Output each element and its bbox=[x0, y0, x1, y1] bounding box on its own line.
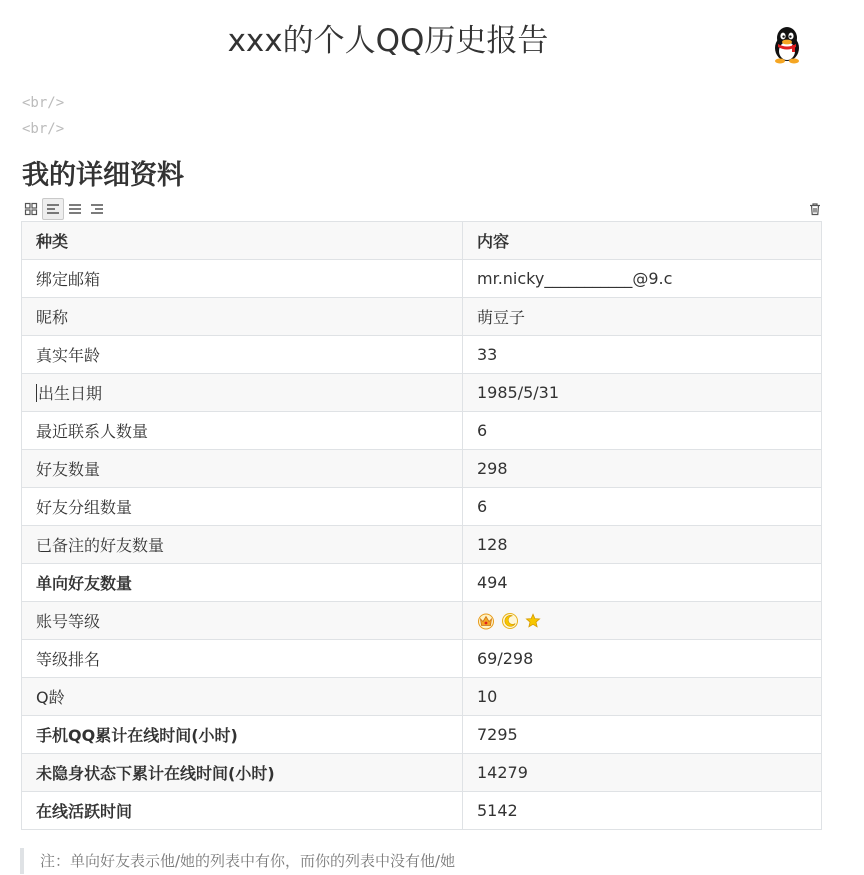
row-value[interactable]: 298 bbox=[463, 450, 822, 488]
qq-penguin-icon bbox=[770, 24, 804, 64]
row-label: 出生日期 bbox=[38, 384, 103, 403]
table-row bbox=[22, 640, 822, 678]
br-tag-text: <br/> bbox=[22, 121, 65, 137]
row-label[interactable]: 好友数量 bbox=[22, 450, 463, 488]
align-left-icon[interactable] bbox=[42, 198, 64, 220]
moon-icon bbox=[501, 612, 519, 630]
row-value[interactable]: 69/298 bbox=[463, 640, 822, 678]
trash-icon[interactable] bbox=[804, 198, 826, 220]
row-label[interactable]: 在线活跃时间 bbox=[22, 792, 463, 830]
table-row bbox=[22, 602, 822, 640]
header-category[interactable]: 种类 bbox=[22, 222, 463, 260]
row-label[interactable]: 等级排名 bbox=[22, 640, 463, 678]
section-heading: 我的详细资料 bbox=[22, 160, 184, 191]
profile-table bbox=[21, 221, 821, 830]
row-label[interactable]: 好友分组数量 bbox=[22, 488, 463, 526]
row-value[interactable]: 14279 bbox=[463, 754, 822, 792]
row-value[interactable]: 7295 bbox=[463, 716, 822, 754]
table-row bbox=[22, 298, 822, 336]
star-icon bbox=[525, 613, 541, 629]
table-header-row bbox=[22, 222, 822, 260]
row-value-level-icons[interactable] bbox=[463, 602, 822, 640]
row-value[interactable]: 1985/5/31 bbox=[463, 374, 822, 412]
table-row bbox=[22, 792, 822, 830]
table-row bbox=[22, 716, 822, 754]
row-label[interactable]: 昵称 bbox=[22, 298, 463, 336]
row-label[interactable]: Q龄 bbox=[22, 678, 463, 716]
document-title: xxx的个人QQ历史报告 bbox=[227, 23, 549, 59]
row-value[interactable]: 10 bbox=[463, 678, 822, 716]
row-value[interactable]: 128 bbox=[463, 526, 822, 564]
row-value[interactable]: 6 bbox=[463, 488, 822, 526]
row-label[interactable]: 已备注的好友数量 bbox=[22, 526, 463, 564]
row-label[interactable]: 未隐身状态下累计在线时间(小时) bbox=[22, 754, 463, 792]
row-value[interactable]: mr.nicky___________@9.c bbox=[463, 260, 822, 298]
table-row bbox=[22, 754, 822, 792]
row-value[interactable]: 萌豆子 bbox=[463, 298, 822, 336]
row-label[interactable]: 单向好友数量 bbox=[22, 564, 463, 602]
row-label[interactable]: 绑定邮箱 bbox=[22, 260, 463, 298]
crown-icon bbox=[477, 612, 495, 630]
table-row bbox=[22, 412, 822, 450]
grid-view-icon[interactable] bbox=[20, 198, 42, 220]
table-toolbar bbox=[20, 198, 822, 220]
table-row bbox=[22, 450, 822, 488]
row-value[interactable]: 494 bbox=[463, 564, 822, 602]
table-row bbox=[22, 564, 822, 602]
row-value[interactable]: 5142 bbox=[463, 792, 822, 830]
table-row bbox=[22, 526, 822, 564]
br-tag-text: <br/> bbox=[22, 95, 65, 111]
account-level-icons bbox=[477, 612, 541, 630]
table-row bbox=[22, 488, 822, 526]
header-content[interactable]: 内容 bbox=[463, 222, 822, 260]
row-label[interactable]: 手机QQ累计在线时间(小时) bbox=[22, 716, 463, 754]
table-row bbox=[22, 678, 822, 716]
table-row bbox=[22, 374, 822, 412]
align-center-icon[interactable] bbox=[64, 198, 86, 220]
table-row bbox=[22, 260, 822, 298]
row-label[interactable]: 真实年龄 bbox=[22, 336, 463, 374]
table-row bbox=[22, 336, 822, 374]
row-label[interactable]: 最近联系人数量 bbox=[22, 412, 463, 450]
row-label-with-cursor[interactable] bbox=[22, 374, 463, 412]
align-right-icon[interactable] bbox=[86, 198, 108, 220]
footnote-blockquote: 注：单向好友表示他/她的列表中有你，而你的列表中没有他/她 bbox=[20, 848, 820, 874]
row-value[interactable]: 33 bbox=[463, 336, 822, 374]
text-cursor bbox=[36, 384, 37, 402]
row-label[interactable]: 账号等级 bbox=[22, 602, 463, 640]
row-value[interactable]: 6 bbox=[463, 412, 822, 450]
